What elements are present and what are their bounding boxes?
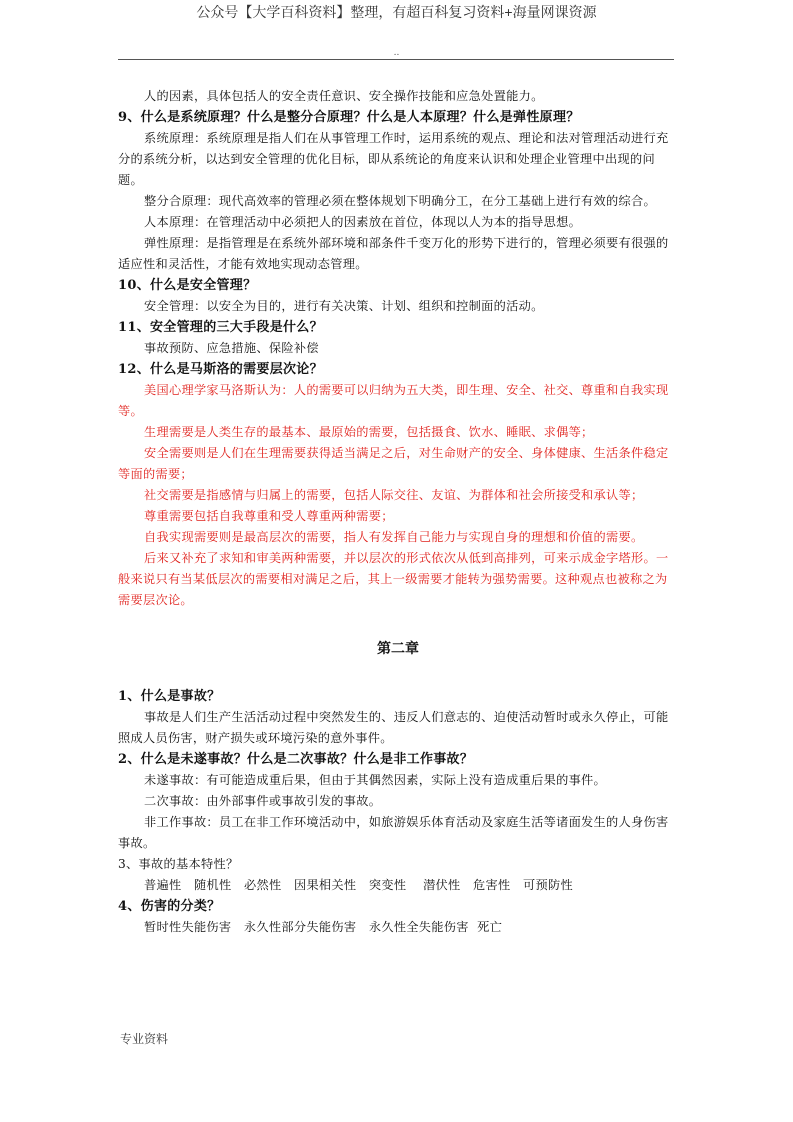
- page-footer: 专业资料: [120, 1032, 169, 1046]
- injury-list: 暂时性失能伤害 永久性部分失能伤害 永久性全失能伤害 死亡: [144, 920, 503, 934]
- paragraph: 事故是人们生产生活活动过程中突然发生的、违反人们意志的、迫使活动暂时或永久停止，可能照成人员伤害，财产损失或环境污染的意外事件。: [118, 710, 669, 745]
- red-paragraph: 尊重需要包括自我尊重和受人尊重两种需要；: [144, 509, 394, 523]
- paragraph: 整分合原理：现代高效率的管理必须在整体规划下明确分工，在分工基础上进行有效的综合。: [144, 194, 656, 208]
- question-heading: 3、事故的基本特性？: [118, 857, 239, 871]
- red-paragraph: 生理需要是人类生存的最基本、最原始的需要，包括摄食、饮水、睡眠、求偶等；: [144, 425, 594, 439]
- feature-list: 普遍性 随机性 必然性 因果相关性 突变性 潜伏性 危害性 可预防性: [144, 878, 573, 892]
- header-rule: [118, 59, 674, 60]
- red-paragraph: 美国心理学家马洛斯认为：人的需要可以归纳为五大类，即生理、安全、社交、尊重和自我实现等。: [118, 383, 669, 418]
- paragraph: 人本原理：在管理活动中必须把人的因素放在首位，体现以人为本的指导思想。: [144, 215, 582, 229]
- red-paragraph: 后来又补充了求知和审美两种需要，并以层次的形式依次从低到高排列，可来示成金字塔形。一般来说只有当某低层次的需要相对满足之后，其上一级需要才能转为强势需要。这种观点也被称之为需要层次论。: [118, 551, 669, 607]
- question-heading: 11、安全管理的三大手段是什么？: [118, 320, 323, 335]
- page-header: 公众号【大学百科资料】整理，有超百科复习资料+海量网课资源: [196, 4, 597, 20]
- red-paragraph: 社交需要是指感情与归属上的需要，包括人际交往、友谊、为群体和社会所接受和承认等；: [144, 488, 644, 502]
- question-heading: 10、什么是安全管理？: [118, 278, 257, 293]
- question-heading: 9、什么是系统原理？什么是整分合原理？什么是人本原理？什么是弹性原理？: [118, 110, 580, 125]
- question-heading: 1、什么是事故？: [118, 689, 221, 704]
- header-dots: ..: [393, 48, 400, 58]
- paragraph: 非工作事故：员工在非工作环境活动中，如旅游娱乐体育活动及家庭生活等诸面发生的人身伤害事故。: [118, 815, 669, 850]
- question-heading: 2、什么是未遂事故？什么是二次事故？什么是非工作事故？: [118, 752, 474, 767]
- paragraph: 安全管理：以安全为目的，进行有关决策、计划、组织和控制面的活动。: [144, 299, 544, 313]
- question-heading: 12、什么是马斯洛的需要层次论？: [118, 362, 323, 377]
- question-heading: 4、伤害的分类？: [118, 899, 221, 914]
- paragraph: 未遂事故：有可能造成重后果，但由于其偶然因素，实际上没有造成重后果的事件。: [144, 773, 607, 787]
- paragraph: 二次事故：由外部事件或事故引发的事故。: [144, 794, 382, 808]
- paragraph: 事故预防、应急措施、保险补偿: [144, 341, 319, 355]
- paragraph: 系统原理：系统原理是指人们在从事管理工作时，运用系统的观点、理论和法对管理活动进行充分的系统分析，以达到安全管理的优化目标，即从系统论的角度来认识和处理企业管理中出现的问题。: [118, 131, 669, 187]
- red-paragraph: 安全需要则是人们在生理需要获得适当满足之后，对生命财产的安全、身体健康、生活条件稳定等面的需要；: [118, 446, 669, 481]
- chapter-title: 第二章: [377, 641, 419, 657]
- document-body: [118, 86, 678, 938]
- paragraph: 弹性原理：是指管理是在系统外部环境和部条件千变万化的形势下进行的，管理必须要有很强的适应性和灵活性，才能有效地实现动态管理。: [118, 236, 669, 271]
- paragraph: 人的因素，具体包括人的安全责任意识、安全操作技能和应急处置能力。: [144, 89, 544, 103]
- red-paragraph: 自我实现需要则是最高层次的需要，指人有发挥自己能力与实现自身的理想和价值的需要。: [144, 530, 644, 544]
